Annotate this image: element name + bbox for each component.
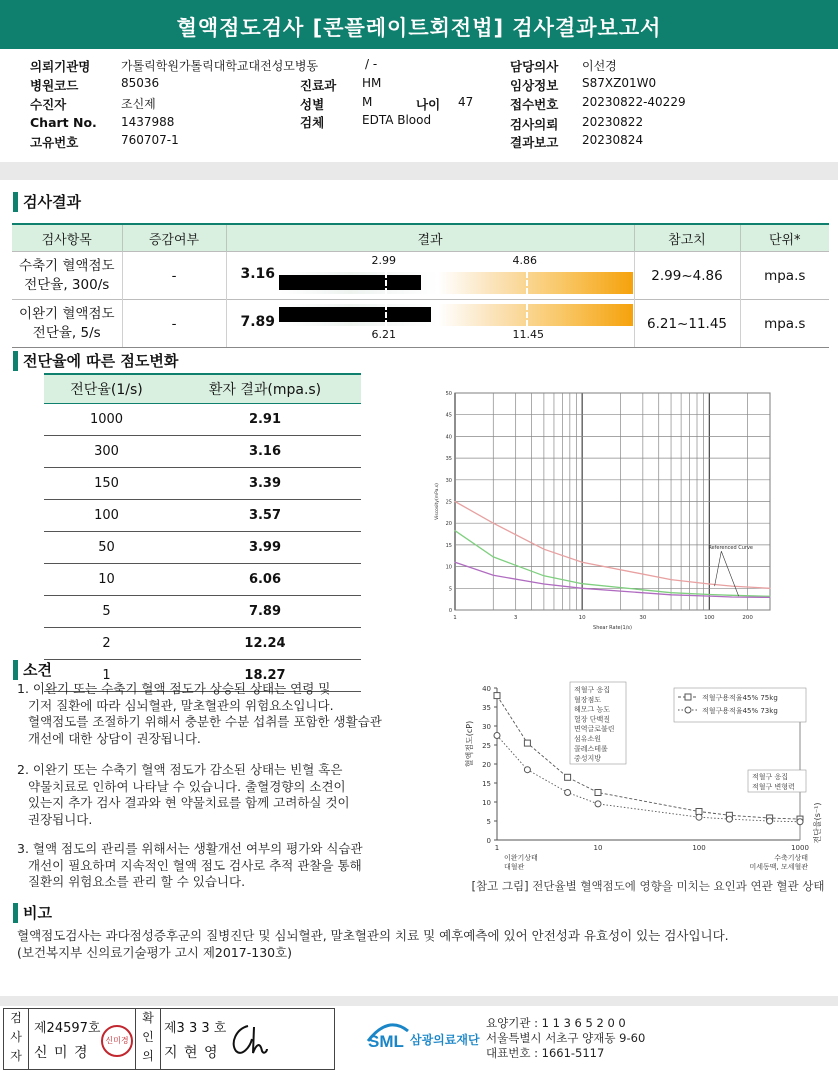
tester-name: 신 미 경: [34, 1045, 89, 1061]
chart2-series-1-point: [767, 818, 773, 824]
results-header: 단위*: [740, 224, 829, 252]
results-header: 증감여부: [122, 224, 226, 252]
chart1-series-1-point: [731, 595, 732, 596]
info-value: 이선경: [582, 59, 617, 73]
patient-info: [0, 49, 838, 163]
company-name: 삼광의료재단: [410, 1033, 480, 1047]
result-bar: [279, 304, 633, 326]
shear-rate-table: [44, 373, 361, 692]
tester-license: 제24597호: [34, 1021, 101, 1036]
chart2-ytick: 25: [482, 742, 491, 750]
result-cell: [226, 300, 634, 348]
chart2-right-label: 미세동맥, 모세혈관: [749, 863, 808, 871]
info-label: 수진자: [30, 97, 67, 112]
chart2-ytick: 20: [482, 761, 491, 769]
result-value: 3.16: [240, 266, 276, 282]
chart1-series-0-point: [455, 501, 456, 502]
chart2-ytick: 15: [482, 780, 491, 788]
age-label: 나이: [416, 97, 441, 112]
bar-tick-high: [526, 272, 528, 294]
chart2-left-label: 대혈관: [504, 863, 525, 871]
shear-header: 환자 결과(mpa.s): [169, 374, 361, 404]
shear-row: [44, 564, 361, 596]
chart2-legend-marker: [685, 707, 691, 713]
chart2-factor: 혈장 단백질: [574, 715, 611, 724]
finding-line: 기저 질환에 따라 심뇌혈관, 말초혈관의 위험요소입니다.: [28, 697, 334, 713]
viscosity-curve-chart: [430, 385, 775, 635]
chart2-ytick: 10: [482, 799, 491, 807]
chart1-series-2-point: [671, 594, 672, 595]
info-label: 성별: [300, 97, 325, 112]
chart2-series-0-point: [494, 693, 500, 699]
chart1-annotation: Referenced Curve: [708, 545, 754, 552]
chart1-xlabel: Shear Rate(1/s): [593, 625, 632, 631]
chart1-xtick: 3: [513, 615, 518, 621]
finding-line: 개선에 대한 상담이 권장됩니다.: [28, 730, 201, 746]
chart1-ylabel: Viscosity(mPa.s): [435, 483, 440, 520]
chart2-legend-marker: [685, 694, 691, 700]
finding-line: 약물치료로 인하여 나타날 수 있습니다. 출혈경향의 소견이: [28, 778, 346, 794]
shear-rate: 1: [44, 660, 169, 692]
info-value: 20230822: [582, 115, 644, 129]
remarks-line-2: (보건복지부 신의료기술평가 고시 제2017-130호): [17, 945, 293, 960]
tester-stamp: 신미경: [101, 1025, 133, 1057]
info-value: S87XZ01W0: [582, 76, 657, 90]
figure-caption: [참고 그림] 전단율별 혈액점도에 영향을 미치는 요인과 연관 혈관 상태: [471, 879, 825, 893]
shear-row: [44, 404, 361, 436]
info-value: EDTA Blood: [362, 113, 432, 127]
finding-line: 권장됩니다.: [28, 811, 93, 827]
finding-line: 3. 혈액 점도의 관리를 위해서는 생활개선 여부의 평가와 식습관: [17, 841, 363, 856]
info-label: 의뢰기관명: [30, 59, 91, 74]
scale-low-label: 6.21: [371, 328, 396, 341]
chart2-series-1-point: [565, 790, 571, 796]
info-label: 검체: [300, 115, 325, 130]
shear-rate: 50: [44, 532, 169, 564]
chart2-series-0-point: [696, 809, 702, 815]
chart2-factor: 중성지방: [574, 754, 602, 763]
footer-divider: [0, 996, 838, 1006]
chart1-series-0-point: [543, 549, 544, 550]
finding-line: 혈액점도를 조절하기 위해서 충분한 수분 섭취를 포함한 생활습관: [28, 714, 382, 729]
finding-line: 2. 이완기 또는 수축기 혈액 점도가 감소된 상태는 빈혈 혹은: [17, 762, 343, 777]
results-table: [12, 223, 829, 348]
section-divider: [0, 162, 838, 180]
result-item: [12, 252, 122, 300]
chart2-ytick: 0: [486, 837, 491, 845]
chart2-series-1-point: [524, 767, 530, 773]
item-name: 수축기 혈액점도: [18, 257, 115, 274]
bar-tick-high: [526, 304, 528, 326]
chart2-y2label: 전단율(s⁻¹): [813, 802, 822, 844]
chart1-series-0-point: [731, 586, 732, 587]
chart2-factor: 헤모그 농도: [574, 705, 611, 714]
chart1-series-1-point: [582, 583, 583, 584]
chart1-series-2-point: [709, 596, 710, 597]
scale-low-label: 2.99: [371, 254, 396, 267]
chart1-ytick: 10: [445, 564, 452, 571]
shear-result: 18.27: [169, 660, 361, 692]
chart1-ytick: 5: [448, 586, 452, 593]
shear-row: [44, 436, 361, 468]
info-value: M: [362, 95, 373, 109]
item-name: 이완기 혈액점도: [18, 305, 115, 322]
chart1-series-0-point: [493, 523, 494, 524]
finding-line: 질환의 위험요소를 관리 할 수 있습니다.: [28, 874, 246, 889]
chart2-factor: 면역글로불린: [574, 725, 615, 734]
shear-rate: 150: [44, 468, 169, 500]
findings-section-title: 소견: [13, 659, 52, 680]
chart1-series-0-point: [582, 562, 583, 563]
chart2-legend-label: 적혈구용적율45% 73kg: [702, 707, 778, 715]
shear-result: 3.99: [169, 532, 361, 564]
confirm-name: 지 현 영: [164, 1045, 219, 1061]
result-unit: mpa.s: [740, 252, 829, 300]
chart2-left-label: 이완기상태: [504, 854, 538, 862]
chart1-series-2-point: [543, 583, 544, 584]
remarks-line-1: 혈액점도검사는 과다점성증후군의 질병진단 및 심뇌혈관, 말초혈관의 치료 및 예후예측에 있어 안전성과 유효성이 있는 검사입니다.: [17, 928, 729, 943]
result-bar-fill: [279, 307, 431, 322]
chart1-series-0-point: [709, 583, 710, 584]
chart2-ytick: 40: [482, 685, 491, 693]
shear-row: [44, 532, 361, 564]
chart2-xtick: 10: [593, 844, 603, 852]
shear-result: 3.57: [169, 500, 361, 532]
shear-result: 2.91: [169, 404, 361, 436]
finding-line: 개선이 필요하며 지속적인 혈액 점도 검사로 추적 관찰을 통해: [28, 857, 362, 873]
shear-result: 12.24: [169, 628, 361, 660]
chart1-ytick: 20: [445, 521, 452, 528]
shear-result: 3.16: [169, 436, 361, 468]
chart1-ytick: 15: [445, 542, 452, 549]
info-label: 임상정보: [510, 78, 559, 93]
chart2-deform-label: 적혈구 변형력: [752, 783, 795, 791]
finding-line: 1. 이완기 또는 수축기 혈액 점도가 상승된 상태는 연령 및: [17, 681, 331, 696]
chart2-series-1-point: [494, 733, 500, 739]
chart1-series-1-point: [709, 594, 710, 595]
result-cell: [226, 252, 634, 300]
chart2-series-0-point: [565, 774, 571, 780]
finding-line: 있는지 추가 검사 결과와 현 약물치료를 함께 고려하실 것이: [28, 795, 350, 810]
chart1-series-2-point: [493, 575, 494, 576]
chart1-series-2-point: [582, 588, 583, 589]
shear-row: [44, 468, 361, 500]
chart1-xtick: 30: [639, 615, 647, 621]
remarks-section-title: 비고: [13, 902, 52, 923]
chart1-ytick: 35: [445, 456, 452, 463]
info-value: 조신제: [121, 97, 156, 111]
chart1-xtick: 200: [742, 615, 753, 621]
age-value: 47: [458, 95, 474, 109]
result-row: [12, 300, 829, 348]
chart2-series-1-point: [726, 816, 732, 822]
chart2-factor: 적혈구 응집: [574, 686, 611, 694]
results-header: 검사항목: [12, 224, 122, 252]
result-change: -: [122, 252, 226, 300]
shear-row: [44, 628, 361, 660]
company-contact: 요양기관 : 1 1 3 6 5 2 0 0 서울특별시 서초구 양재동 9-60 대표번호 : 1661-5117: [486, 1016, 646, 1060]
signature-box: [3, 1008, 335, 1070]
scale-high-label: 11.45: [512, 328, 544, 341]
chart1-ytick: 25: [445, 499, 452, 506]
info-value: HM: [362, 76, 382, 90]
chart1-ytick: 0: [448, 608, 452, 614]
result-unit: mpa.s: [740, 300, 829, 348]
company-logo: [366, 1017, 410, 1054]
result-change: -: [122, 300, 226, 348]
chart2-xtick: 1000: [791, 844, 809, 852]
result-item: [12, 300, 122, 348]
shear-rate: 100: [44, 500, 169, 532]
chart2-xtick: 100: [692, 844, 706, 852]
info-label: 담당의사: [510, 59, 559, 74]
bar-tick-low: [385, 272, 387, 294]
chart1-ytick: 45: [445, 412, 452, 419]
chart1-series-1-point: [493, 556, 494, 557]
result-value: 7.89: [240, 314, 276, 330]
result-ref: 6.21~11.45: [634, 300, 740, 348]
chart1-series-0-point: [671, 579, 672, 580]
shear-rate: 2: [44, 628, 169, 660]
results-section-title: 검사결과: [13, 191, 81, 212]
chart1-xtick: 1: [453, 615, 457, 621]
svg-text:SML: SML: [368, 1032, 404, 1051]
chart1-series-2-point: [455, 562, 456, 563]
shear-header: 전단율(1/s): [44, 374, 169, 404]
chart1-series-2-point: [731, 596, 732, 597]
shear-rate: 10: [44, 564, 169, 596]
chart1-ytick: 40: [445, 434, 452, 441]
results-header: 참고치: [634, 224, 740, 252]
chart2-ytick: 35: [482, 704, 491, 712]
shear-rate: 5: [44, 596, 169, 628]
chart1-series-1-point: [671, 592, 672, 593]
results-header: 결과: [226, 224, 634, 252]
reference-figure-chart: [462, 678, 832, 878]
info-value: 1437988: [121, 115, 175, 129]
shear-result: 3.39: [169, 468, 361, 500]
confirm-signature: [226, 1021, 268, 1059]
info-label: 진료과: [300, 78, 337, 93]
report-title: 혈액점도검사 [콘플레이트회전법] 검사결과보고서: [176, 16, 662, 40]
shear-row: [44, 500, 361, 532]
bar-tick-low: [385, 304, 387, 326]
chart2-series-1-point: [797, 819, 803, 825]
chart1-series-2-point: [770, 597, 771, 598]
viscosity-section-title: 전단율에 따른 점도변화: [13, 350, 178, 371]
info-value: 85036: [121, 76, 160, 90]
chart2-ytick: 30: [482, 723, 491, 731]
chart2-factor: 혈장점도: [574, 695, 602, 704]
result-ref: 2.99~4.86: [634, 252, 740, 300]
chart1-ytick: 50: [445, 391, 452, 397]
info-label: 검사의뢰: [510, 117, 559, 132]
result-bar-fill: [279, 275, 421, 290]
info-label: 병원코드: [30, 78, 79, 93]
chart1-series-1-point: [770, 596, 771, 597]
chart2-series-0-point: [595, 790, 601, 796]
chart2-ytick: 5: [486, 818, 491, 826]
confirm-license: 제3 3 3 호: [164, 1021, 227, 1036]
chart2-series-0-point: [524, 740, 530, 746]
chart2-ylabel: 혈액점도(cP): [465, 720, 474, 768]
info-value: 20230822-40229: [582, 95, 686, 109]
shear-rate: 1000: [44, 404, 169, 436]
chart2-legend-label: 적혈구용적율45% 75kg: [702, 694, 778, 702]
shear-result: 6.06: [169, 564, 361, 596]
chart2-series-1-point: [696, 814, 702, 820]
shear-row: [44, 596, 361, 628]
info-value: 760707-1: [121, 133, 179, 147]
chart2-deform-label: 적혈구 응집: [752, 773, 789, 781]
shear-rate: 300: [44, 436, 169, 468]
chart1-ytick: 30: [445, 477, 452, 484]
chart1-xtick: 100: [704, 615, 715, 621]
info-label: 결과보고: [510, 135, 559, 150]
chart2-xtick: 1: [494, 844, 500, 852]
result-row: [12, 252, 829, 300]
chart2-series-1-point: [595, 801, 601, 807]
info-label: 접수번호: [510, 97, 559, 112]
chart2-factor: 섬유소원: [574, 735, 602, 743]
chart1-series-0-point: [770, 588, 771, 589]
info-label: Chart No.: [30, 115, 97, 130]
sml-logo-icon: [366, 1017, 410, 1051]
confirm-label: 확 인 의: [135, 1009, 161, 1069]
chart1-series-1-point: [455, 530, 456, 531]
result-bar: [279, 272, 633, 294]
shear-result: 7.89: [169, 596, 361, 628]
item-shear: 전단율, 5/s: [32, 324, 101, 341]
chart2-factor: 콜레스테롤: [574, 744, 608, 753]
chart2-right-label: 수축기상태: [774, 854, 808, 862]
item-shear: 전단율, 300/s: [24, 276, 110, 293]
chart1-xtick: 10: [578, 615, 586, 621]
scale-high-label: 4.86: [512, 254, 537, 267]
info-value: 20230824: [582, 133, 644, 147]
chart1-series-1-point: [543, 575, 544, 576]
info-label: 고유번호: [30, 135, 79, 150]
ward-value: / -: [365, 57, 378, 71]
info-value: 가톨릭학원가톨릭대학교대전성모병동: [121, 59, 319, 73]
tester-label: 검 사 자: [4, 1009, 29, 1069]
